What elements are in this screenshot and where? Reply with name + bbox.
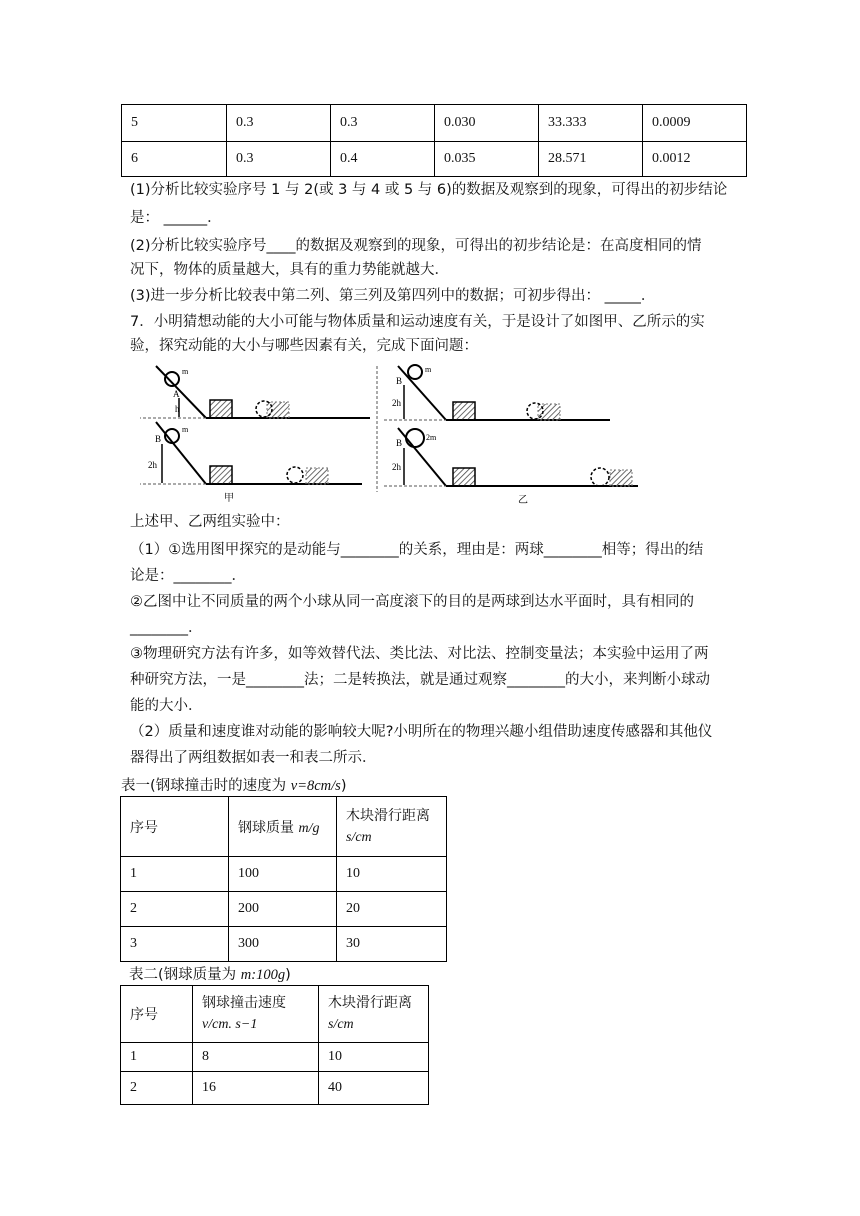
table-row xyxy=(121,1043,429,1072)
table2-caption xyxy=(129,963,291,984)
mass-label: m xyxy=(182,425,189,434)
header-cell xyxy=(121,986,193,1043)
question-line: 上述甲、乙两组实验中： xyxy=(130,514,290,530)
caption-text: 表二(钢球质量为 xyxy=(129,967,241,983)
table-row xyxy=(122,142,747,177)
table-cell: 0.035 xyxy=(435,142,539,177)
point-label: B xyxy=(155,434,162,444)
caption-variable: v=8cm/s xyxy=(290,778,341,794)
wood-block-moved xyxy=(267,402,289,418)
table-cell: 0.3 xyxy=(331,105,435,142)
point-label: B xyxy=(396,438,403,448)
table-cell: 40 xyxy=(319,1072,429,1105)
table-row xyxy=(121,1072,429,1105)
table-cell: 200 xyxy=(229,892,337,927)
wood-block xyxy=(210,400,232,418)
table-cell: 3 xyxy=(121,927,229,962)
table2 xyxy=(120,985,429,1105)
mass-label: 2m xyxy=(426,433,437,442)
table-cell: 2 xyxy=(121,892,229,927)
question-line: ②乙图中让不同质量的两个小球从同一高度滚下的目的是两球到达水平面时，具有相同的 xyxy=(130,594,694,610)
table-cell: 10 xyxy=(337,857,447,892)
table1-caption xyxy=(121,774,347,795)
table-cell: 10 xyxy=(319,1043,429,1072)
figure-caption-jia: 甲 xyxy=(224,493,234,504)
header-text: 钢球质量 xyxy=(238,819,299,836)
table-cell: 0.4 xyxy=(331,142,435,177)
mass-label: m xyxy=(425,365,432,374)
panel-yi-bottom xyxy=(384,428,638,504)
table-row xyxy=(122,105,747,142)
header-unit: s/cm xyxy=(328,1017,354,1032)
question-line: (2)分析比较实验序号____的数据及观察到的现象，可得出的初步结论是：在高度相同的情 xyxy=(130,238,702,254)
header-unit: v/cm. s−1 xyxy=(202,1017,258,1032)
caption-text: 表一(钢球撞击时的速度为 xyxy=(121,778,291,794)
header-cell xyxy=(121,797,229,857)
height-label: 2h xyxy=(148,460,157,470)
table-cell: 0.3 xyxy=(227,105,331,142)
header-cell xyxy=(229,797,337,857)
table-cell: 5 xyxy=(122,105,227,142)
table-cell: 2 xyxy=(121,1072,193,1105)
table-row xyxy=(121,927,447,962)
wood-block xyxy=(453,468,475,486)
header-unit: m/g xyxy=(298,820,320,836)
wood-block-moved xyxy=(610,470,632,486)
table1 xyxy=(120,796,447,962)
panel-jia-bottom xyxy=(140,422,362,504)
header-text: 序号 xyxy=(130,1007,158,1023)
table-row xyxy=(121,857,447,892)
figure-caption-yi: 乙 xyxy=(518,495,528,504)
table-cell: 6 xyxy=(122,142,227,177)
height-label: 2h xyxy=(392,462,401,472)
header-text: 木块滑行距离 xyxy=(346,807,430,824)
table-cell: 20 xyxy=(337,892,447,927)
header-cell xyxy=(337,797,447,857)
question-line: （2）质量和速度谁对动能的影响较大呢?小明所在的物理兴趣小组借助速度传感器和其他仪 xyxy=(130,724,713,740)
table-header-row xyxy=(121,986,429,1043)
question-line: 论是：________． xyxy=(130,568,246,584)
point-label: B xyxy=(396,376,403,386)
header-text: 钢球撞击速度 xyxy=(202,995,286,1011)
question-line: (3)进一步分析比较表中第二列、第三列及第四列中的数据；可初步得出： _____． xyxy=(130,288,656,304)
wood-block-moved xyxy=(538,404,560,420)
height-label: 2h xyxy=(392,398,401,408)
question-line: 7．小明猜想动能的大小可能与物体质量和运动速度有关，于是设计了如图甲、乙所示的实 xyxy=(130,314,705,330)
table-cell: 0.3 xyxy=(227,142,331,177)
table-header-row xyxy=(121,797,447,857)
panel-jia-top xyxy=(140,366,370,418)
question-line: 器得出了两组数据如表一和表二所示． xyxy=(130,750,377,766)
table-cell: 0.0012 xyxy=(643,142,747,177)
wood-block xyxy=(453,402,475,420)
question-line: 种研究方法，一是________法；二是转换法，就是通过观察________的大小，来判断小球动 xyxy=(130,672,710,688)
ball-icon xyxy=(408,365,422,379)
header-text: 木块滑行距离 xyxy=(328,995,412,1011)
question-line: （1）①选用图甲探究的是动能与________的关系，理由是：两球________相等；得出的结 xyxy=(130,542,704,558)
table-cell: 1 xyxy=(121,1043,193,1072)
table-cell: 8 xyxy=(193,1043,319,1072)
header-unit: s/cm xyxy=(346,829,372,845)
question-line: ③物理研究方法有许多，如等效替代法、类比法、对比法、控制变量法；本实验中运用了两 xyxy=(130,646,709,662)
table-cell: 30 xyxy=(337,927,447,962)
table-cell: 300 xyxy=(229,927,337,962)
caption-text: ) xyxy=(340,778,347,794)
header-cell xyxy=(193,986,319,1043)
height-label: h xyxy=(175,404,180,414)
wood-block-moved xyxy=(306,468,328,484)
caption-variable: m:100g xyxy=(240,967,286,983)
point-label: A xyxy=(173,389,180,399)
table-cell: 28.571 xyxy=(539,142,643,177)
question-line: 是： ______． xyxy=(130,210,222,226)
experiment-figure xyxy=(140,362,660,504)
top-data-table xyxy=(121,104,747,177)
table-cell: 16 xyxy=(193,1072,319,1105)
question-line: (1)分析比较实验序号 1 与 2(或 3 与 4 或 5 与 6)的数据及观察到的现象，可得出的初步结论 xyxy=(130,182,728,198)
header-text: 序号 xyxy=(130,819,158,836)
question-line: 况下，物体的质量越大，具有的重力势能就越大． xyxy=(130,262,449,278)
table-cell: 0.0009 xyxy=(643,105,747,142)
mass-label: m xyxy=(182,367,189,376)
ball-icon xyxy=(406,429,424,447)
header-cell xyxy=(319,986,429,1043)
panel-yi-top xyxy=(384,365,610,420)
table-cell: 100 xyxy=(229,857,337,892)
table-row xyxy=(121,892,447,927)
caption-text: ) xyxy=(285,967,291,983)
question-line: 验，探究动能的大小与哪些因素有关，完成下面问题： xyxy=(130,338,478,354)
question-line: 能的大小． xyxy=(130,698,203,714)
table-cell: 0.030 xyxy=(435,105,539,142)
table-cell: 33.333 xyxy=(539,105,643,142)
table-cell: 1 xyxy=(121,857,229,892)
wood-block xyxy=(210,466,232,484)
question-line: ________． xyxy=(130,620,203,636)
